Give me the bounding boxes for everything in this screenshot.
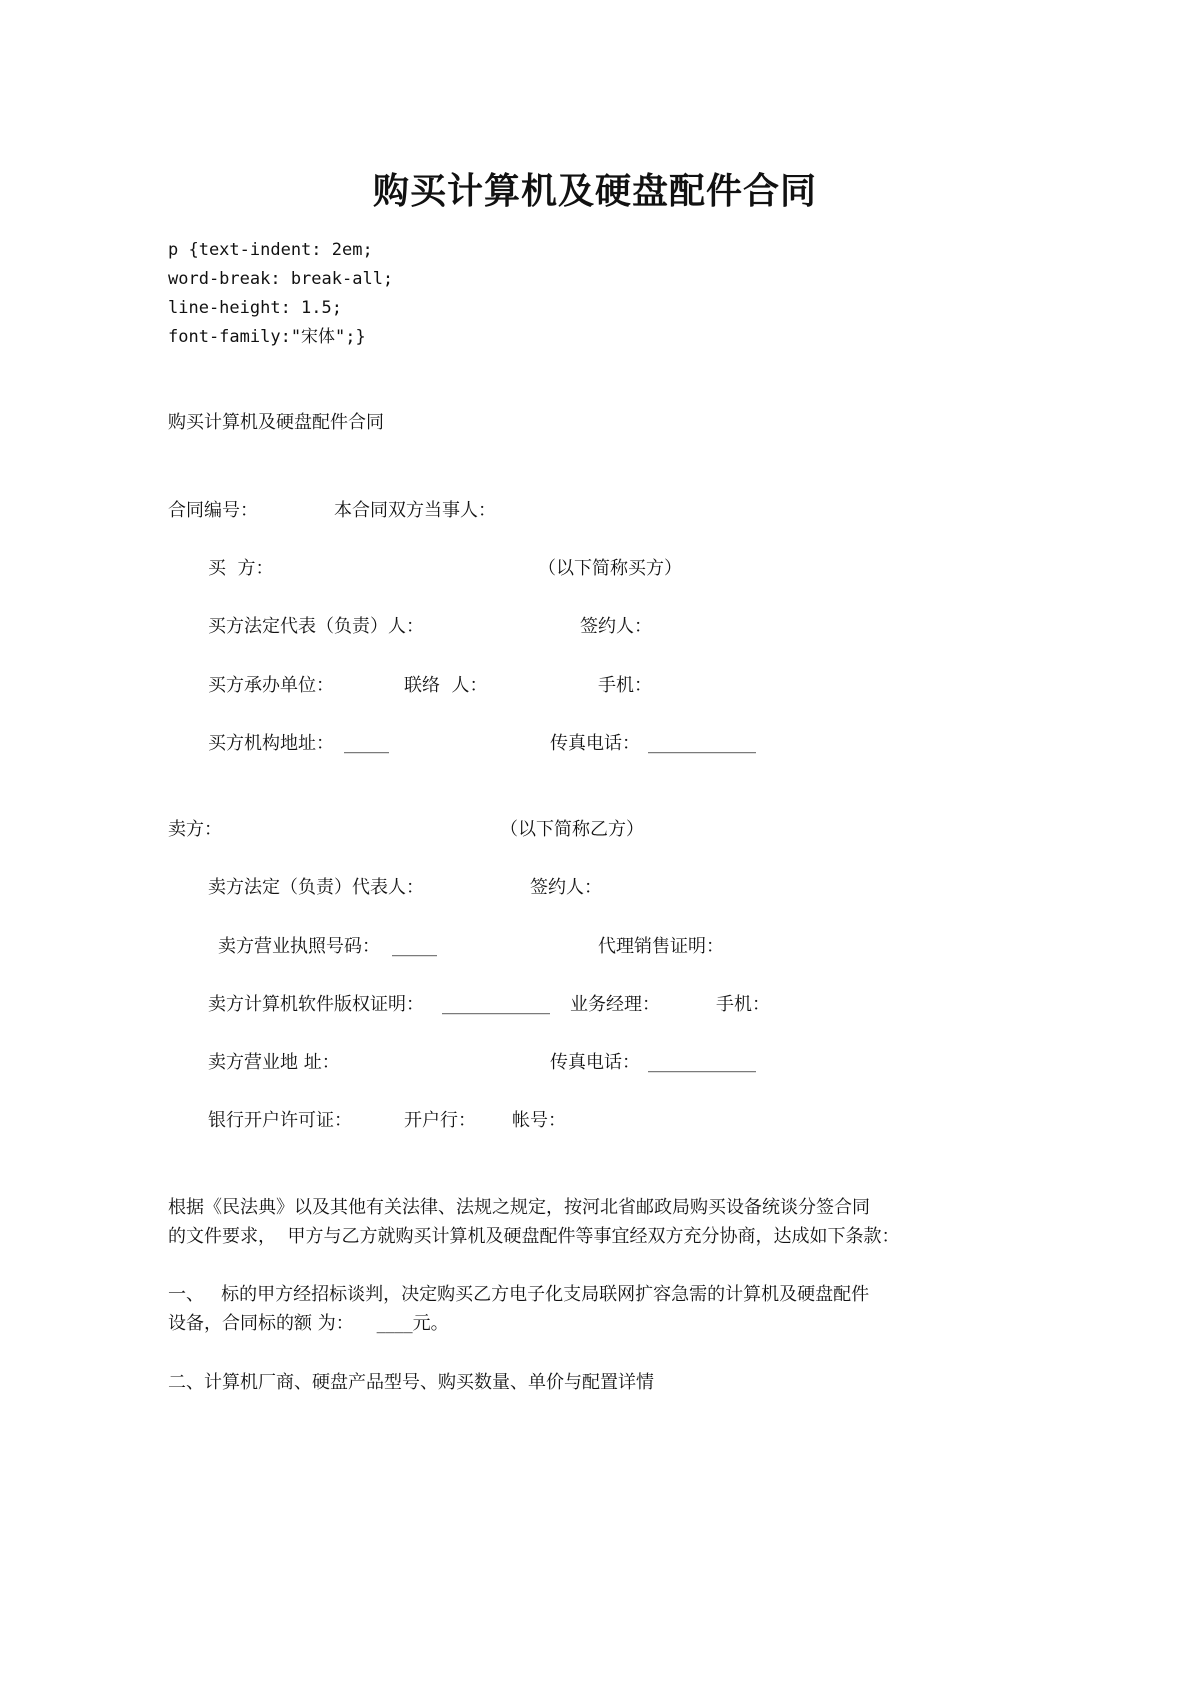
seller-fax-label: 传真电话： [550, 1052, 640, 1073]
parties-label: 本合同双方当事人： [334, 500, 496, 521]
seller-license-label: 卖方营业执照号码： [218, 936, 380, 957]
seller-signer-label: 签约人： [530, 877, 602, 898]
buyer-address-blank[interactable]: _____ [344, 733, 389, 754]
buyer-signer-label: 签约人： [580, 616, 652, 637]
preamble-line-1: 根据《民法典》以及其他有关法律、法规之规定，按河北省邮政局购买设备统谈分签合同 [168, 1197, 870, 1218]
seller-copyright-label: 卖方计算机软件版权证明： [208, 994, 424, 1015]
css-code-line-1: p {text-indent: 2em; [168, 240, 373, 260]
seller-bank-permit-label: 银行开户许可证： [208, 1110, 352, 1131]
contract-number-label: 合同编号： [168, 500, 258, 521]
seller-bank-label: 开户行： [404, 1110, 476, 1131]
buyer-fax-label: 传真电话： [550, 733, 640, 754]
clause-1-line-2: 设备，合同标的额 为： ____元。 [168, 1313, 449, 1334]
css-code-line-3: line-height: 1.5; [168, 298, 342, 318]
clause-1-line-1: 一、 标的甲方经招标谈判，决定购买乙方电子化支局联网扩容急需的计算机及硬盘配件 [168, 1284, 870, 1305]
clause-2-heading: 二、计算机厂商、硬盘产品型号、购买数量、单价与配置详情 [168, 1372, 654, 1393]
seller-legal-rep-label: 卖方法定（负责）代表人： [208, 877, 424, 898]
buyer-alias: （以下简称买方） [538, 558, 682, 579]
preamble-line-2: 的文件要求， 甲方与乙方就购买计算机及硬盘配件等事宜经双方充分协商，达成如下条款： [168, 1226, 900, 1247]
seller-copyright-blank[interactable]: ____________ [442, 994, 550, 1015]
css-code-line-4: font-family:"宋体";} [168, 327, 366, 347]
seller-mobile-label: 手机： [716, 994, 770, 1015]
document-title: 购买计算机及硬盘配件合同 [372, 171, 817, 212]
seller-fax-blank[interactable]: ____________ [648, 1052, 756, 1073]
seller-address-label: 卖方营业地 址： [208, 1052, 340, 1073]
seller-license-blank[interactable]: _____ [392, 936, 437, 957]
seller-alias: （以下简称乙方） [500, 819, 644, 840]
seller-name-label: 卖方： [168, 819, 222, 840]
buyer-fax-blank[interactable]: ____________ [648, 733, 756, 754]
seller-account-label: 帐号： [512, 1110, 566, 1131]
css-code-line-2: word-break: break-all; [168, 269, 394, 289]
buyer-name-label: 买 方： [208, 558, 274, 579]
buyer-mobile-label: 手机： [598, 675, 652, 696]
buyer-contact-label: 联络 人： [404, 675, 488, 696]
seller-agency-label: 代理销售证明： [598, 936, 724, 957]
seller-manager-label: 业务经理： [570, 994, 660, 1015]
document-subtitle: 购买计算机及硬盘配件合同 [168, 412, 384, 433]
buyer-unit-label: 买方承办单位： [208, 675, 334, 696]
buyer-address-label: 买方机构地址： [208, 733, 334, 754]
buyer-legal-rep-label: 买方法定代表（负责）人： [208, 616, 424, 637]
